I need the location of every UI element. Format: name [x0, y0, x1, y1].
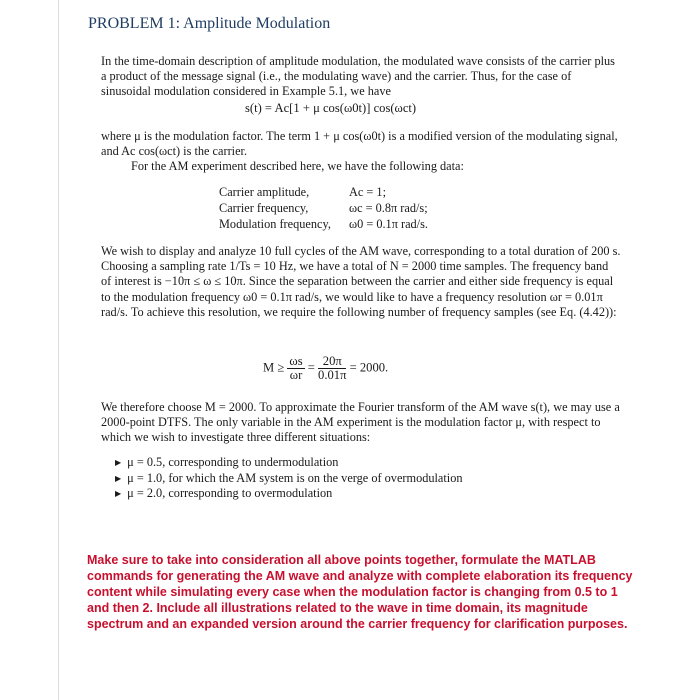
parameter-value: ω0 = 0.1π rad/s. [349, 217, 428, 231]
parameter-row [219, 216, 428, 232]
frequency-samples-equation [263, 355, 388, 382]
equation-rhs: = 2000. [349, 360, 389, 375]
task-instruction: Make sure to take into consideration all above points together, formulate the MATLAB commands for generating the AM wave and analyze with complete elaboration its frequency content while simulating every case when the modulation factor is changing from 0.5 to 1 and then 2. Include all illustrations related to the wave in time domain, its magnitude spectrum and an expanded version around the carrier frequency for clarification purposes. [87, 553, 633, 631]
fraction-denominator: 0.01π [318, 368, 347, 382]
modulation-factor-paragraph: where μ is the modulation factor. The term 1 + μ cos(ω0t) is a modified version of the modulating signal, and Ac cos(ωct) is the carrier. [101, 129, 618, 159]
list-item [115, 486, 463, 502]
parameter-label: Carrier amplitude, [219, 185, 310, 199]
parameter-table [219, 184, 428, 232]
parameter-label: Modulation frequency, [219, 217, 331, 231]
parameter-label: Carrier frequency, [219, 201, 309, 215]
triangle-bullet-icon: ▶ [115, 473, 122, 483]
analysis-paragraph: We wish to display and analyze 10 full cycles of the AM wave, corresponding to a total duration of 200 s. Choosing a sampling rate 1/Ts = 10 Hz, we have a total of N = 2000 time samples. The frequency band of interest is −10π ≤ ω ≤ 10π. Since the separation between the carrier and either side frequency is equal to the modulation frequency ω0 = 0.1π rad/s, we would like to have a frequency resolution ωr = 0.01π rad/s. To achieve this resolution, we require the following number of frequency samples (see Eq. (4.42)): [101, 244, 621, 319]
list-item-text: μ = 0.5, corresponding to undermodulation [127, 455, 339, 469]
list-item-text: μ = 2.0, corresponding to overmodulation [127, 486, 333, 500]
document-page [58, 0, 678, 700]
intro-paragraph: In the time-domain description of amplitude modulation, the modulated wave consists of the carrier plus a product of the message signal (i.e., the modulating wave) and the carrier. Thus, for the case of sinusoidal modulation considered in Example 5.1, we have [101, 54, 615, 99]
equals-sign: = [307, 360, 315, 375]
parameter-row [219, 200, 428, 216]
experiment-intro: For the AM experiment described here, we have the following data: [131, 159, 464, 173]
triangle-bullet-icon: ▶ [115, 489, 122, 498]
parameter-row [219, 184, 428, 200]
fraction-numerator: 20π [318, 355, 346, 369]
dtfs-paragraph: We therefore choose M = 2000. To approximate the Fourier transform of the AM wave s(t), we may use a 2000-point DTFS. The only variable in the AM experiment is the modulation factor μ, with respect to which we wish to investigate three different situations: [101, 400, 620, 445]
equation-lhs: M ≥ [263, 360, 285, 375]
parameter-value: Ac = 1; [349, 185, 386, 199]
am-equation: s(t) = Ac[1 + μ cos(ω0t)] cos(ωct) [245, 101, 417, 115]
problem-title: PROBLEM 1: Amplitude Modulation [88, 15, 331, 32]
list-item [115, 471, 463, 487]
fraction-numerator: ωs [289, 354, 303, 368]
parameter-value: ωc = 0.8π rad/s; [349, 201, 428, 215]
fraction-ws-wr [287, 355, 304, 382]
triangle-bullet-icon: ▶ [115, 458, 122, 467]
situation-list [115, 455, 463, 502]
list-item-text: μ = 1.0, for which the AM system is on the verge of overmodulation [127, 470, 463, 485]
fraction-20pi [318, 355, 346, 382]
fraction-denominator: ωr [289, 368, 303, 382]
list-item [115, 455, 463, 471]
